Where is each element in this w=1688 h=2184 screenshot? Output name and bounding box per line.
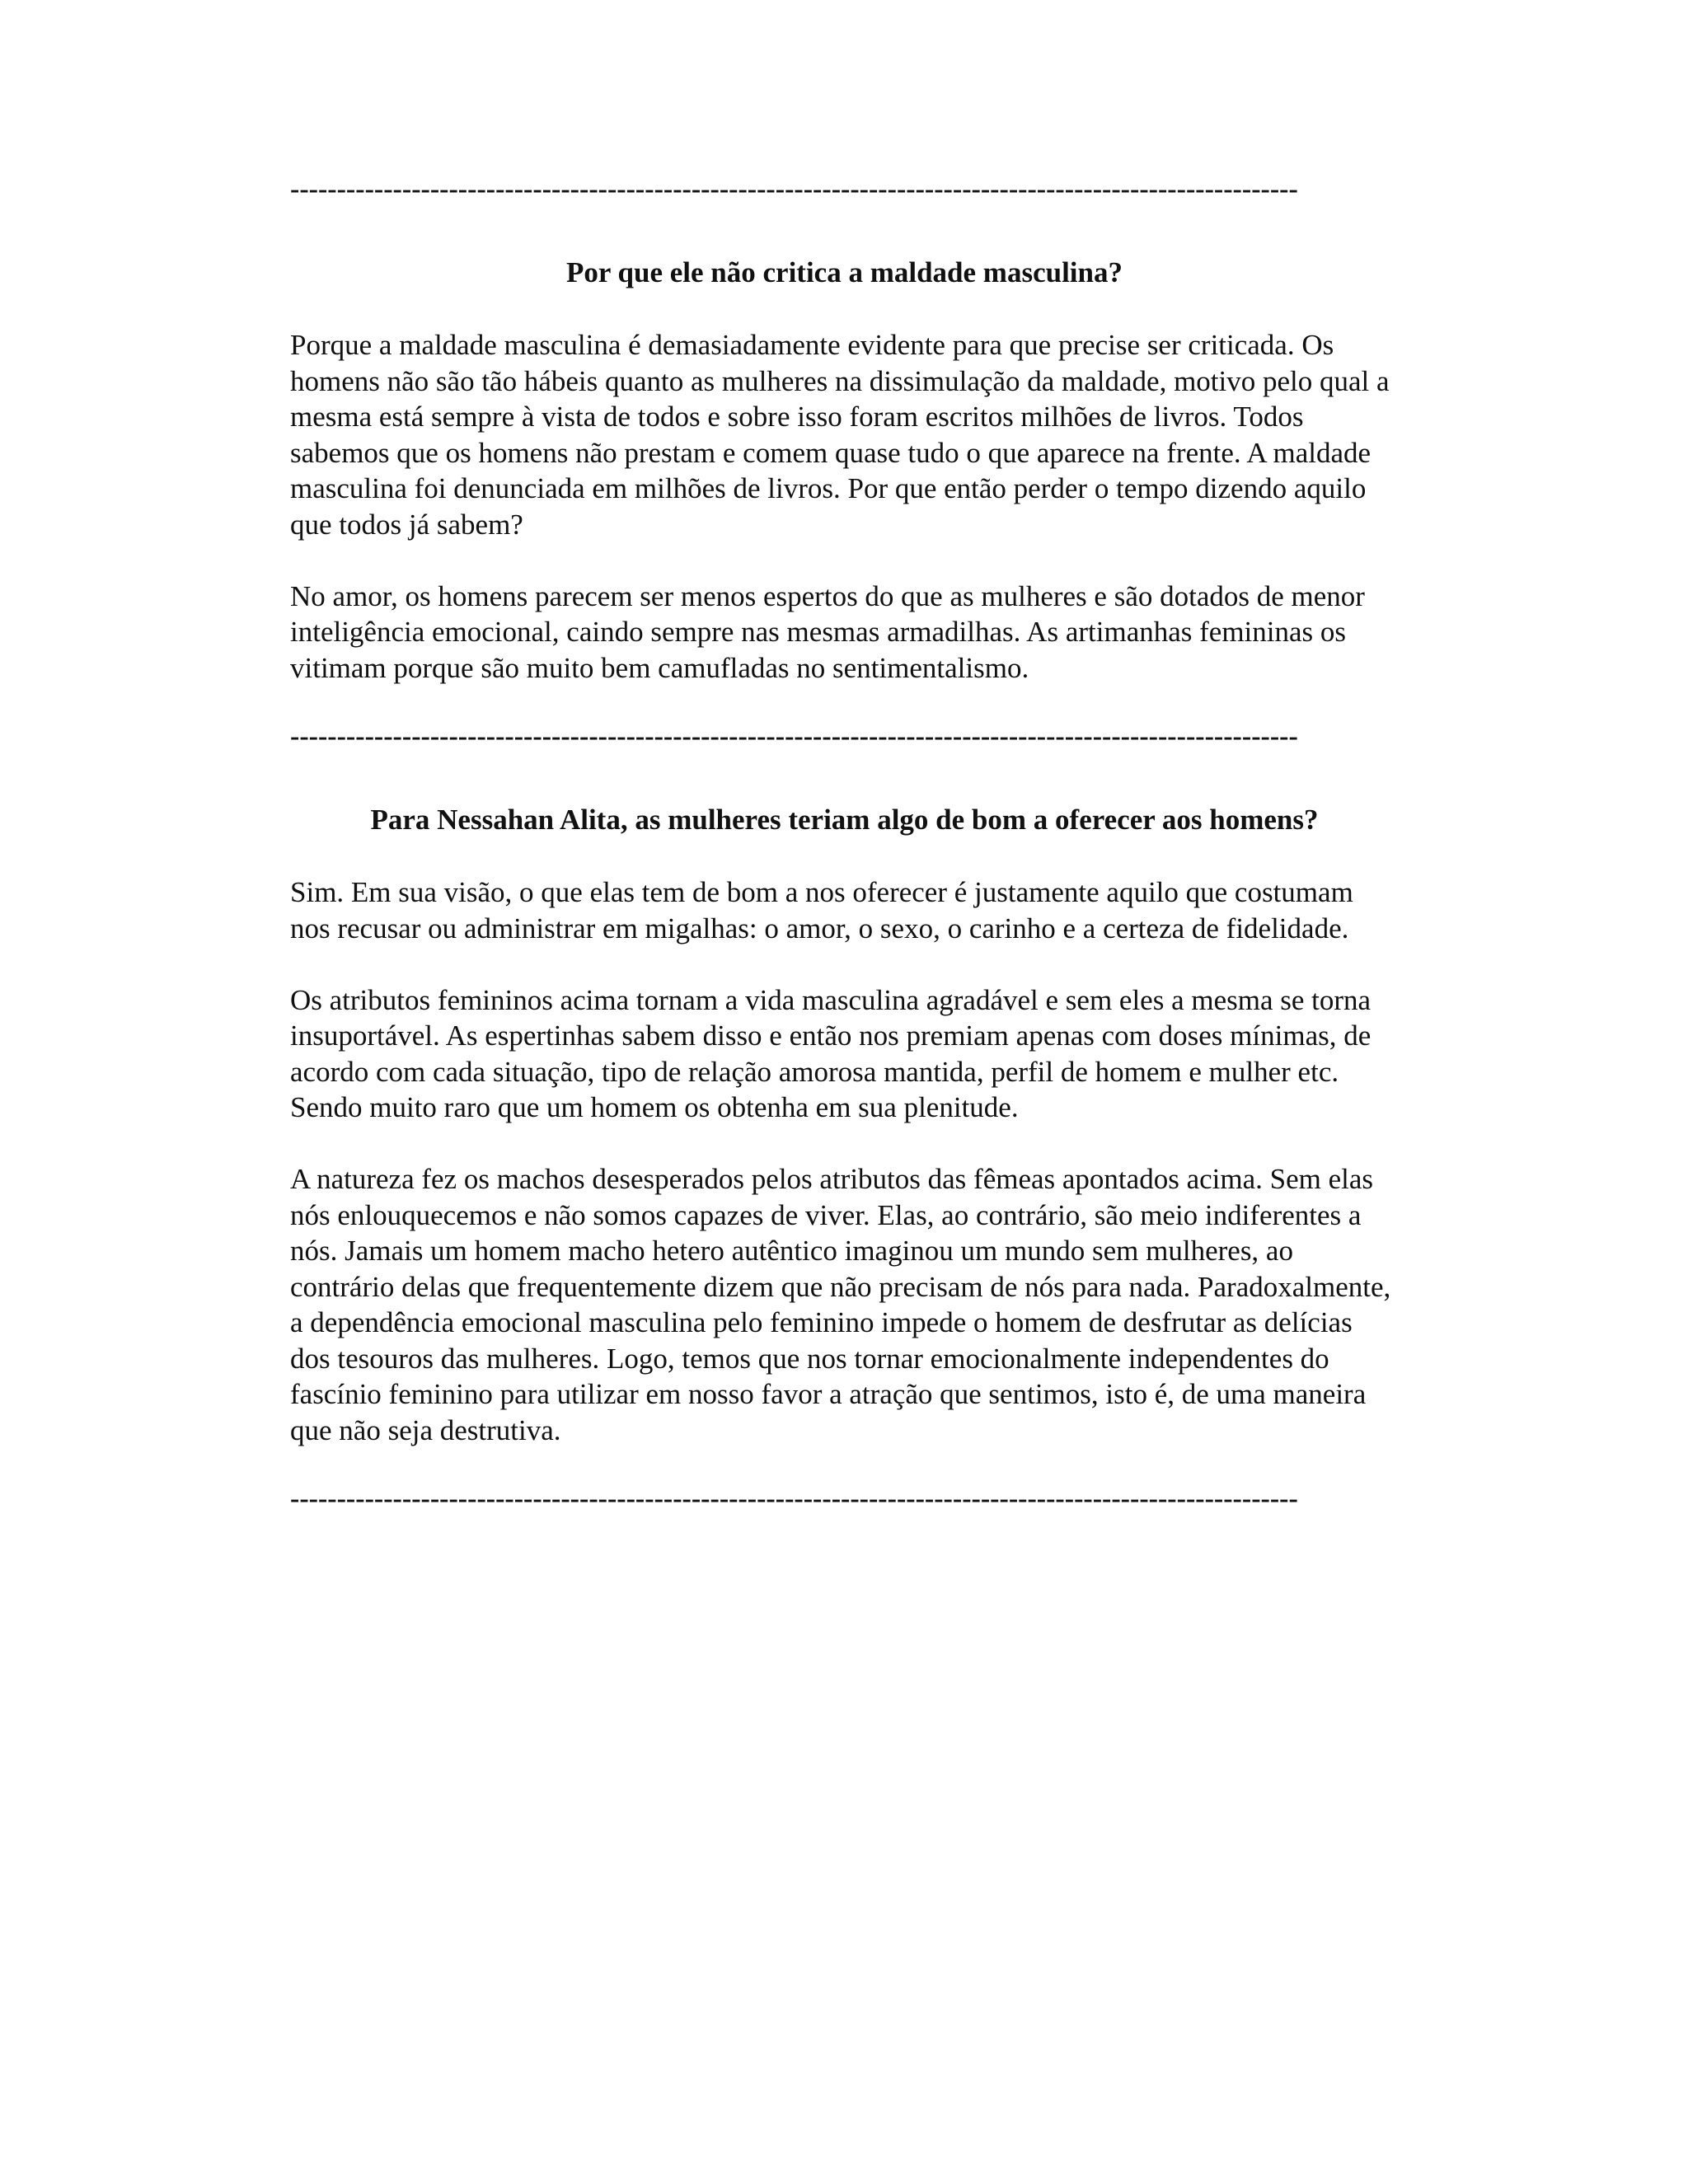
paragraph: A natureza fez os machos desesperados pelos atributos das fêmeas apontados acima. Sem elas nós enlouquecemos e não somos capazes de viver. Elas, ao contrário, são meio indiferentes a nós. Jamais um homem macho hetero autêntico imaginou um mundo sem mulheres, ao contrário delas que frequentemente dizem que não precisam de nós para nada. Paradoxalmente, a dependência emocional masculina pelo feminino impede o homem de desfrutar as delícias dos tesouros das mulheres. Logo, temos que nos tornar emocionalmente independentes do fascínio feminino para utilizar em nosso favor a atração que sentimos, isto é, de uma maneira que não seja destrutiva. [290, 1163, 1391, 1446]
paragraph: Os atributos femininos acima tornam a vida masculina agradável e sem eles a mesma se torna insuportável. As espertinhas sabem disso e então nos premiam apenas com doses mínimas, de acordo com cada situação, tipo de relação amorosa mantida, perfil de homem e mulher etc. Sendo muito raro que um homem os obtenha em sua plenitude. [290, 983, 1372, 1123]
section-2 [290, 803, 1399, 1448]
separator-line: ------------------------------------------------------------------------------------------------------------ [290, 721, 1298, 752]
paragraph: Sim. Em sua visão, o que elas tem de bom a nos oferecer é justamente aquilo que costumam nos recusar ou administrar em migalhas: o amor, o sexo, o carinho e a certeza de fidelidade. [290, 876, 1353, 944]
document-page [290, 173, 1399, 1516]
paragraph: Porque a maldade masculina é demasiadamente evidente para que precise ser criticada. Os homens não são tão hábeis quanto as mulheres na dissimulação da maldade, motivo pelo qual a mesma está sempre à vista de todos e sobre isso foram escritos milhões de livros. Todos sabemos que os homens não prestam e comem quase tudo o que aparece na frente. A maldade masculina foi denunciada em milhões de livros. Por que então perder o tempo dizendo aquilo que todos já sabem? [290, 329, 1390, 541]
section-heading: Por que ele não critica a maldade masculina? [566, 256, 1123, 288]
paragraph: No amor, os homens parecem ser menos espertos do que as mulheres e são dotados de menor inteligência emocional, caindo sempre nas mesmas armadilhas. As artimanhas femininas os vitimam porque são muito bem camufladas no sentimentalismo. [290, 579, 1365, 684]
separator-line: ------------------------------------------------------------------------------------------------------------ [290, 174, 1298, 204]
section-1 [290, 255, 1399, 686]
separator-line: ------------------------------------------------------------------------------------------------------------ [290, 1483, 1298, 1514]
section-heading: Para Nessahan Alita, as mulheres teriam algo de bom a oferecer aos homens? [370, 804, 1319, 836]
